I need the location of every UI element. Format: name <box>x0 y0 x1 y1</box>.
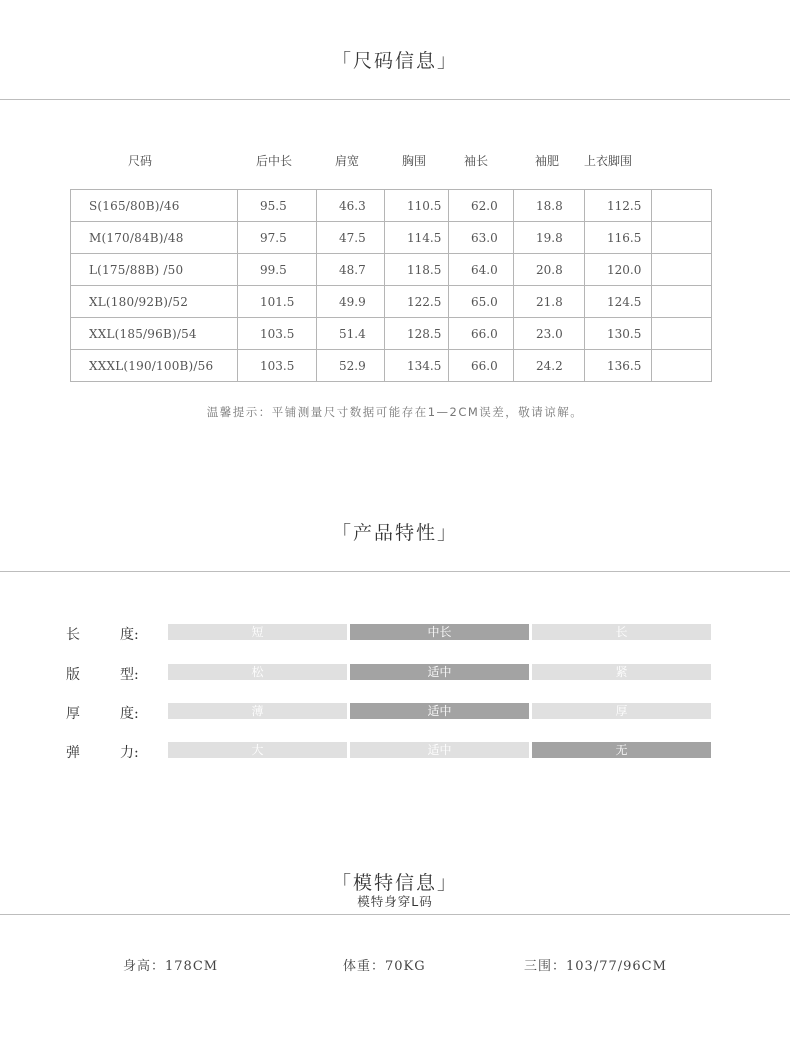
table-cell: 63.0 <box>449 222 514 254</box>
attribute-option: 松 <box>168 664 347 680</box>
table-cell: 48.7 <box>317 254 385 286</box>
table-cell: 120.0 <box>585 254 652 286</box>
measurement-note: 温馨提示：平铺测量尺寸数据可能存在1—2CM误差，敬请谅解。 <box>206 405 584 419</box>
model-weight: 体重：70KG <box>343 959 426 974</box>
table-cell: 66.0 <box>449 318 514 350</box>
table-cell <box>652 254 712 286</box>
attribute-option-selected: 适中 <box>350 703 529 719</box>
attribute-option-selected: 适中 <box>350 664 529 680</box>
table-cell: 62.0 <box>449 190 514 222</box>
table-cell: 23.0 <box>514 318 585 350</box>
table-cell: XXXL(190/100B)/56 <box>71 350 238 382</box>
table-cell: 18.8 <box>514 190 585 222</box>
attribute-option: 紧 <box>532 664 711 680</box>
table-cell: 134.5 <box>385 350 449 382</box>
attribute-option: 长 <box>532 624 711 640</box>
attribute-label-char: 弹 <box>66 745 80 761</box>
table-cell: 128.5 <box>385 318 449 350</box>
attribute-label-char: 长 <box>66 627 80 643</box>
table-row <box>71 190 712 222</box>
table-cell: 95.5 <box>238 190 317 222</box>
size-section-divider <box>0 99 790 100</box>
header-hem: 上衣脚围 <box>584 154 633 168</box>
attribute-row <box>0 703 790 721</box>
table-cell: 99.5 <box>238 254 317 286</box>
table-cell: 19.8 <box>514 222 585 254</box>
attribute-option: 适中 <box>350 742 529 758</box>
table-row <box>71 350 712 382</box>
header-sleeve-width: 袖肥 <box>535 154 560 168</box>
table-cell <box>652 286 712 318</box>
header-size: 尺码 <box>128 154 153 168</box>
table-cell: 20.8 <box>514 254 585 286</box>
attribute-row <box>0 664 790 682</box>
table-cell: 64.0 <box>449 254 514 286</box>
attribute-option: 大 <box>168 742 347 758</box>
table-cell: XL(180/92B)/52 <box>71 286 238 318</box>
table-cell: 52.9 <box>317 350 385 382</box>
table-cell: 103.5 <box>238 318 317 350</box>
model-measurements: 三围：103/77/96CM <box>524 959 667 974</box>
attribute-option: 短 <box>168 624 347 640</box>
model-height: 身高：178CM <box>123 959 219 974</box>
table-cell: 66.0 <box>449 350 514 382</box>
table-cell: 24.2 <box>514 350 585 382</box>
table-row <box>71 254 712 286</box>
header-sleeve-length: 袖长 <box>464 154 489 168</box>
table-cell: 65.0 <box>449 286 514 318</box>
table-cell: 47.5 <box>317 222 385 254</box>
model-subtitle: 模特身穿L码 <box>357 894 433 909</box>
table-cell: 110.5 <box>385 190 449 222</box>
table-cell <box>652 318 712 350</box>
attribute-label-char: 版 <box>66 667 80 683</box>
table-cell: 130.5 <box>585 318 652 350</box>
size-section-title: 「尺码信息」 <box>331 50 458 72</box>
header-chest: 胸围 <box>402 154 427 168</box>
attribute-label-char: 力: <box>120 745 139 761</box>
attribute-option: 厚 <box>532 703 711 719</box>
attribute-label-char: 厚 <box>66 706 80 722</box>
attribute-label-char: 型: <box>120 667 139 683</box>
table-cell: 21.8 <box>514 286 585 318</box>
table-cell: S(165/80B)/46 <box>71 190 238 222</box>
model-section-title: 「模特信息」 <box>331 872 458 894</box>
table-cell: 124.5 <box>585 286 652 318</box>
header-back-length: 后中长 <box>256 154 293 168</box>
table-row <box>71 318 712 350</box>
table-cell <box>652 190 712 222</box>
table-cell <box>652 350 712 382</box>
table-row <box>71 286 712 318</box>
attribute-row <box>0 624 790 642</box>
header-shoulder: 肩宽 <box>335 154 360 168</box>
size-table <box>70 189 712 382</box>
table-cell: 49.9 <box>317 286 385 318</box>
table-cell: 103.5 <box>238 350 317 382</box>
table-cell <box>652 222 712 254</box>
attribute-row <box>0 742 790 760</box>
attribute-option: 薄 <box>168 703 347 719</box>
table-cell: 46.3 <box>317 190 385 222</box>
table-cell: 112.5 <box>585 190 652 222</box>
table-cell: 118.5 <box>385 254 449 286</box>
attribute-option-selected: 中长 <box>350 624 529 640</box>
table-cell: 122.5 <box>385 286 449 318</box>
feature-section-divider <box>0 571 790 572</box>
table-cell: 114.5 <box>385 222 449 254</box>
feature-section-title: 「产品特性」 <box>331 522 458 544</box>
table-cell: 97.5 <box>238 222 317 254</box>
attribute-label-char: 度: <box>120 627 139 643</box>
table-cell: 116.5 <box>585 222 652 254</box>
size-table-headers <box>70 152 711 170</box>
attribute-label-char: 度: <box>120 706 139 722</box>
table-cell: M(170/84B)/48 <box>71 222 238 254</box>
table-cell: L(175/88B) /50 <box>71 254 238 286</box>
table-row <box>71 222 712 254</box>
model-section-divider <box>0 914 790 915</box>
table-cell: XXL(185/96B)/54 <box>71 318 238 350</box>
attribute-option-selected: 无 <box>532 742 711 758</box>
table-cell: 101.5 <box>238 286 317 318</box>
table-cell: 51.4 <box>317 318 385 350</box>
table-cell: 136.5 <box>585 350 652 382</box>
